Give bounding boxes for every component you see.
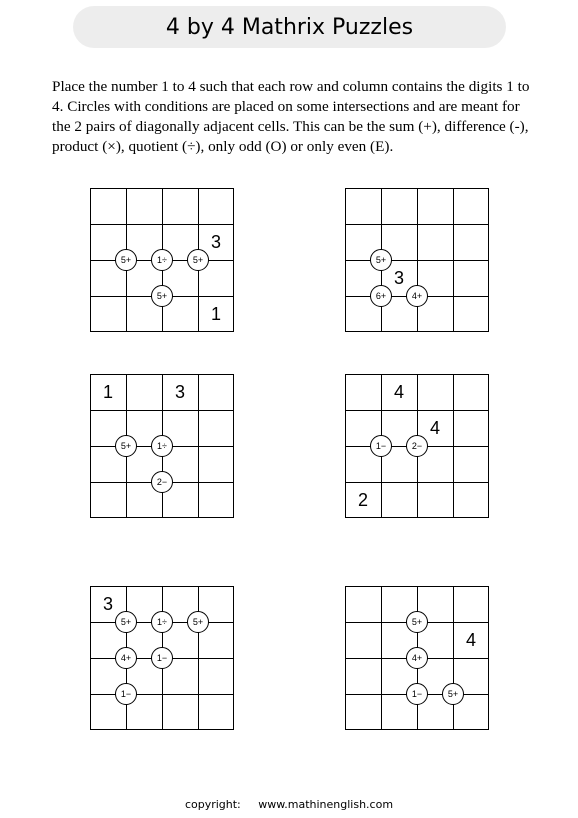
condition-circle: 1÷ bbox=[151, 435, 173, 457]
condition-circle: 5+ bbox=[442, 683, 464, 705]
website-link[interactable]: www.mathinenglish.com bbox=[258, 798, 394, 811]
grid-line bbox=[91, 694, 233, 695]
puzzle-grid bbox=[90, 374, 234, 518]
given-number: 4 bbox=[465, 629, 476, 650]
puzzle-grid bbox=[345, 586, 489, 730]
title-banner bbox=[73, 6, 506, 48]
puzzle-grid bbox=[345, 188, 489, 332]
given-number: 3 bbox=[174, 381, 185, 402]
condition-circle: 5+ bbox=[115, 249, 137, 271]
copyright-label: copyright: bbox=[184, 798, 241, 811]
footer-copyright bbox=[0, 798, 578, 811]
condition-circle: 5+ bbox=[406, 611, 428, 633]
condition-circle: 2− bbox=[406, 435, 428, 457]
condition-circle: 1− bbox=[115, 683, 137, 705]
condition-circle: 5+ bbox=[115, 435, 137, 457]
condition-circle: 1− bbox=[370, 435, 392, 457]
condition-circle: 1− bbox=[151, 647, 173, 669]
condition-circle: 5+ bbox=[187, 611, 209, 633]
condition-circle: 2− bbox=[151, 471, 173, 493]
condition-circle: 4+ bbox=[406, 647, 428, 669]
condition-circle: 5+ bbox=[115, 611, 137, 633]
puzzle-grid bbox=[90, 586, 234, 730]
condition-circle: 4+ bbox=[406, 285, 428, 307]
given-number: 3 bbox=[393, 267, 404, 288]
given-number: 3 bbox=[102, 593, 113, 614]
condition-circle: 1÷ bbox=[151, 249, 173, 271]
instructions: Place the number 1 to 4 such that each row and column contains the digits 1 to 4. Circles with conditions are placed on some intersections and are meant for the 2 pairs of diagonally adjacent cells. This can be the sum (+), difference (-), product (×), quotient (÷), only odd (O) or only even (E). bbox=[52, 78, 530, 155]
page-title: 4 by 4 Mathrix Puzzles bbox=[165, 14, 414, 40]
condition-circle: 4+ bbox=[115, 647, 137, 669]
grid-line bbox=[198, 375, 199, 517]
condition-circle: 1− bbox=[406, 683, 428, 705]
condition-circle: 5+ bbox=[370, 249, 392, 271]
grid-line bbox=[198, 587, 199, 729]
given-number: 4 bbox=[429, 417, 440, 438]
puzzle-grid bbox=[90, 188, 234, 332]
condition-circle: 5+ bbox=[187, 249, 209, 271]
condition-circle: 5+ bbox=[151, 285, 173, 307]
grid-line bbox=[453, 189, 454, 331]
given-number: 3 bbox=[210, 231, 221, 252]
grid-line bbox=[346, 260, 488, 261]
puzzle-grid bbox=[345, 374, 489, 518]
given-number: 1 bbox=[102, 381, 113, 402]
given-number: 4 bbox=[393, 381, 404, 402]
condition-circle: 6+ bbox=[370, 285, 392, 307]
grid-line bbox=[453, 587, 454, 729]
given-number: 2 bbox=[357, 489, 368, 510]
condition-circle: 1÷ bbox=[151, 611, 173, 633]
given-number: 1 bbox=[210, 303, 221, 324]
grid-line bbox=[453, 375, 454, 517]
